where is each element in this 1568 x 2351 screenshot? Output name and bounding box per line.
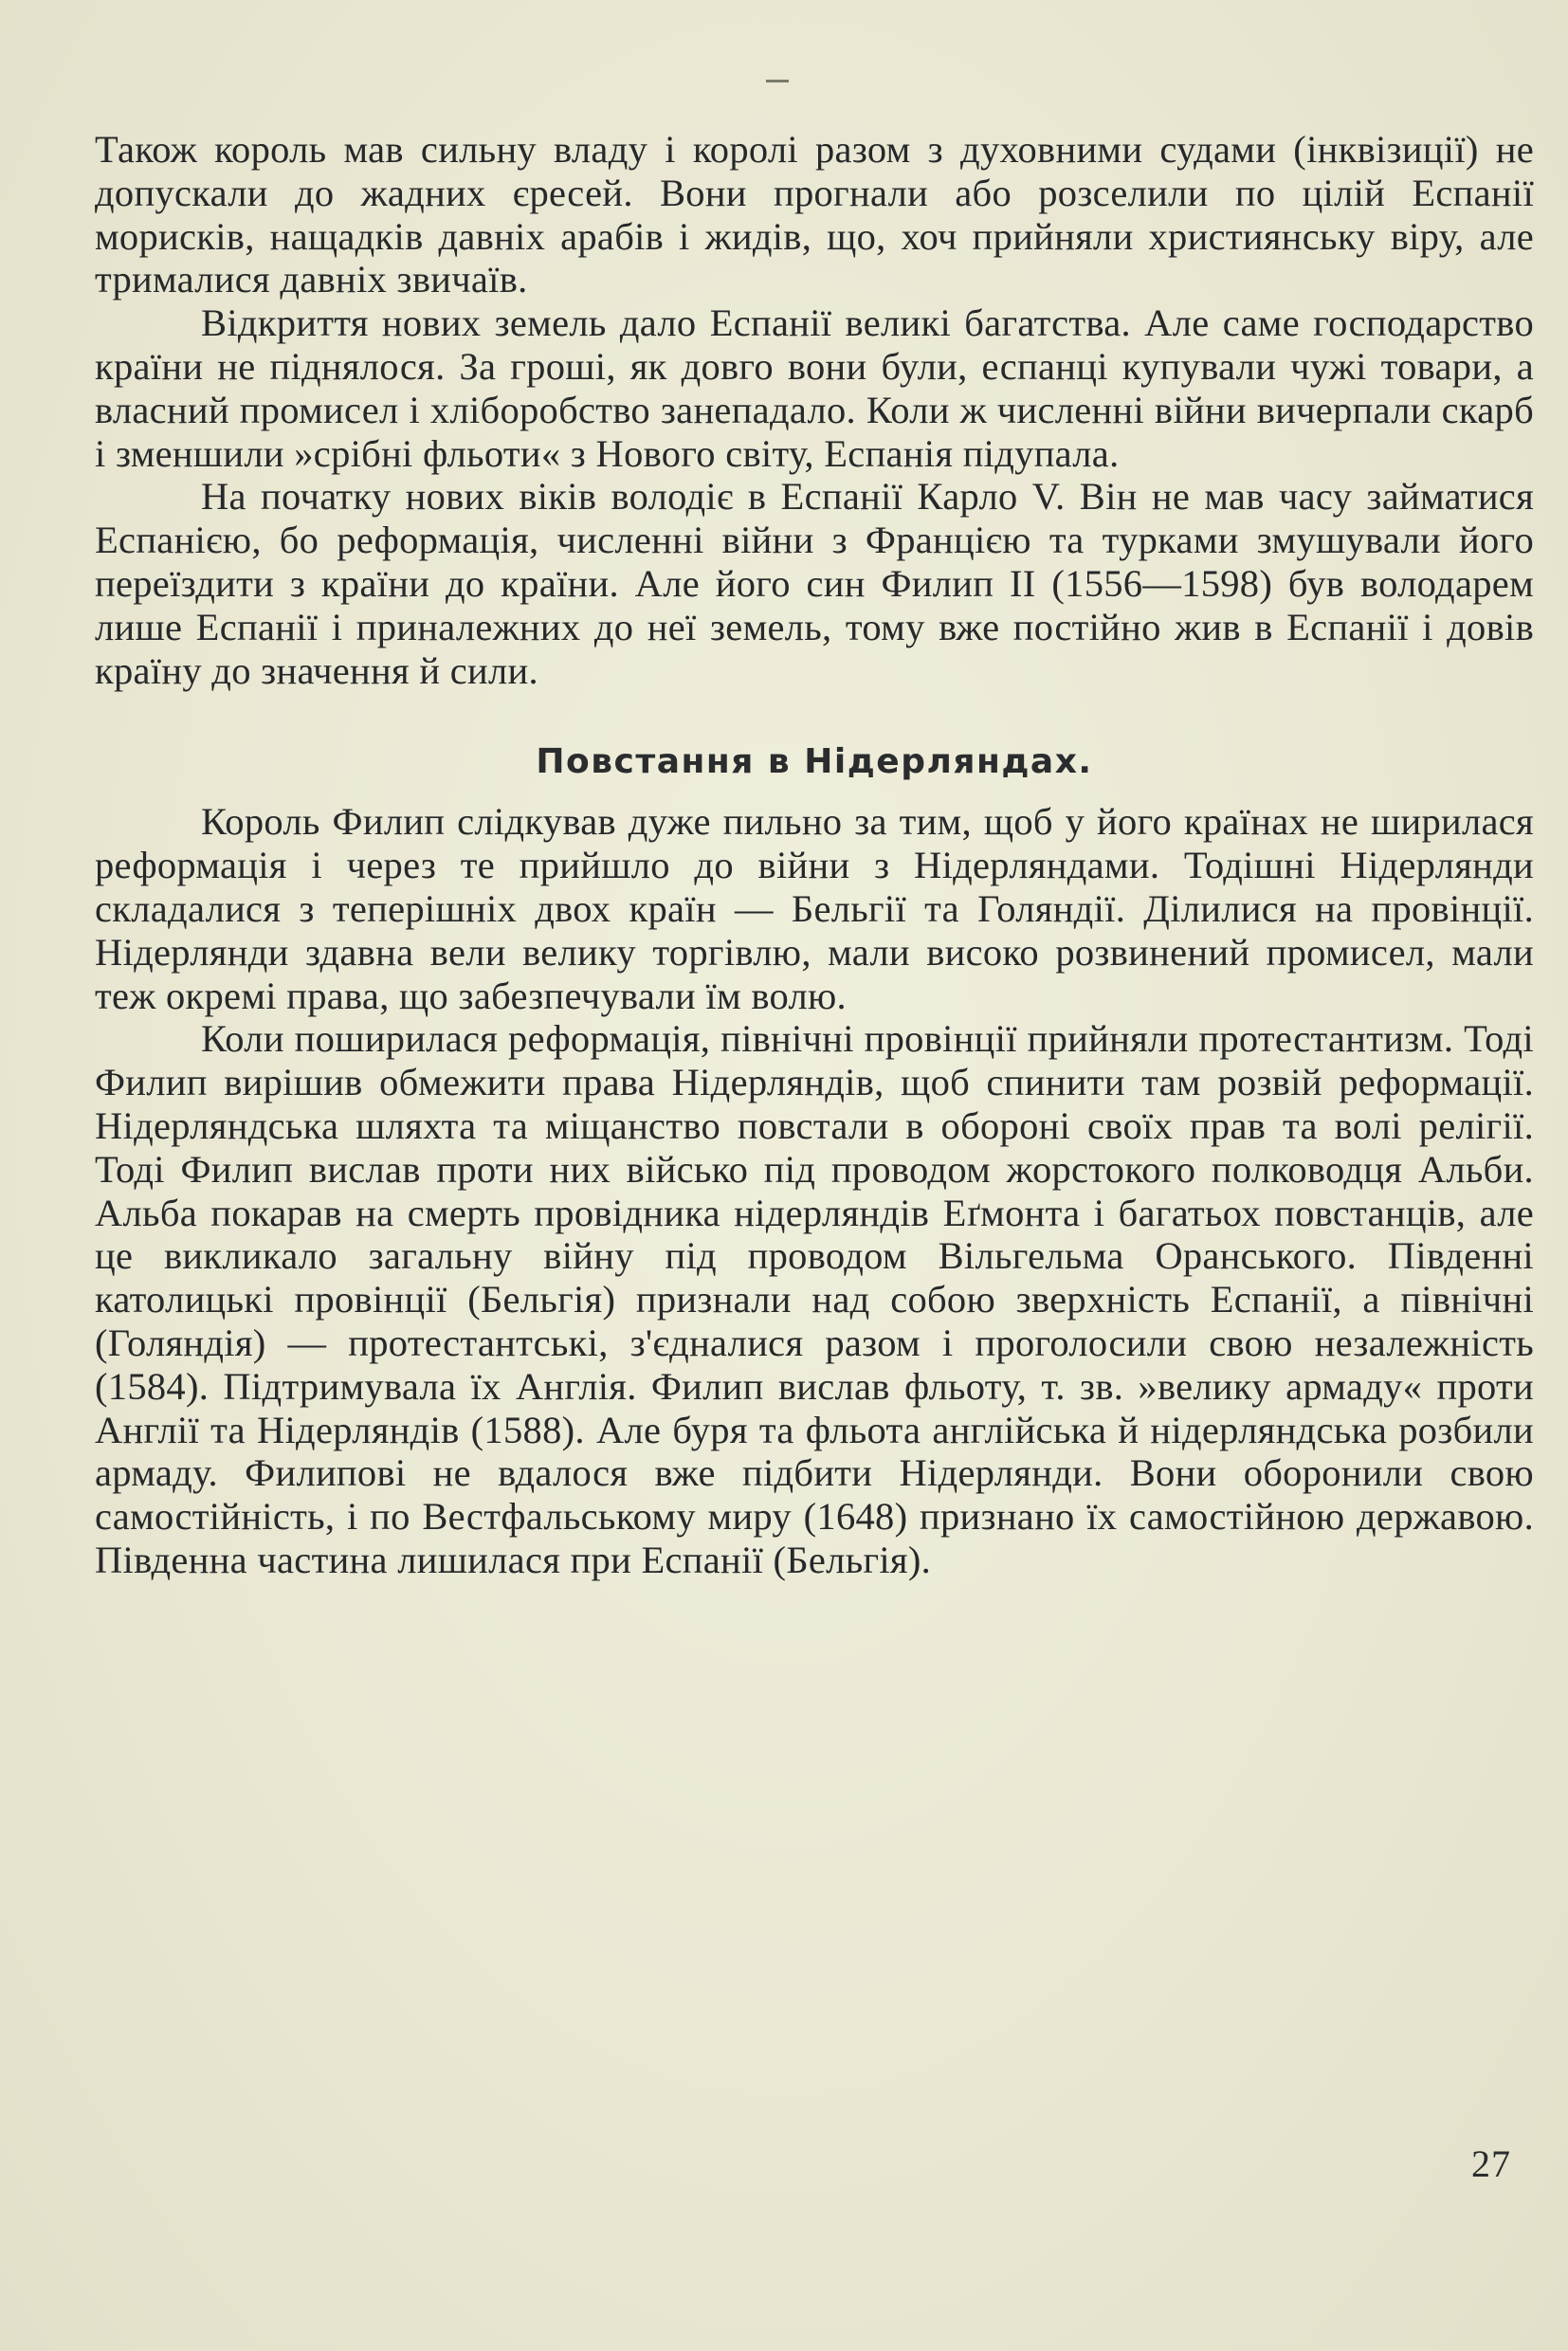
top-mark xyxy=(766,80,789,82)
section-heading: Повстання в Нідерляндах. xyxy=(536,742,1093,782)
paragraph-new-lands: Відкриття нових земель дало Еспанії великі багатства. Але саме господарство країни не піднялося. За гроші, як довго вони були, еспанці купували чужі товари, а власний промисел і хліборобство занепадало. Коли ж численні війни вичерпали скарб і зменшили »срібні фльоти« з Нового світу, Еспанія підупала. xyxy=(95,301,1534,475)
paragraph-netherlands-uprising: Коли поширилася реформація, північні провінції прийняли протестантизм. Тоді Филип вирішив обмежити права Нідерляндів, щоб спинити там розвій реформації. Нідерляндська шляхта та міщанство повстали в обороні своїх прав та волі релігії. Тоді Филип вислав проти них військо під проводом жорстокого полководця Альби. Альба покарав на смерть провідника нідерляндів Еґмонта і багатьох повстанців, але це викликало загальну війну під проводом Вільгельма Оранського. Південні католицькі провінції (Бельгія) признали над собою зверхність Еспанії, а північні (Голяндія) — протестантські, з'єдналися разом і проголосили свою незалежність (1584). Підтримувала їх Англія. Филип вислав фльоту, т. зв. »велику армаду« проти Англії та Нідерляндів (1588). Але буря та фльота англійська й нідерляндська розбили армаду. Филипові не вдалося вже підбити Нідерлянди. Вони оборонили свою самостійність, і по Вестфальському миру (1648) признано їх самостійною державою. Південна частина лишилася при Еспанії (Бельгія). xyxy=(95,1017,1534,1581)
paragraph-king-philip: Король Филип слідкував дуже пильно за тим, щоб у його країнах не ширилася реформація і через те прийшло до війни з Нідерляндами. Тодішні Нідерлянди складалися з теперішніх двох країн — Бельгії та Голяндії. Ділилися на провінції. Нідерлянди здавна вели велику торгівлю, мали високо розвинений промисел, мали теж окремі права, що забезпечували їм волю. xyxy=(95,800,1534,1017)
paragraph-carlo-v: На початку нових віків володіє в Еспанії Карло V. Він не мав часу займатися Еспанією, бо реформація, численні війни з Францією та турками змушували його переїздити з країни до країни. Але його син Филип II (1556—1598) був володарем лише Еспанії і приналежних до неї земель, тому вже постійно жив в Еспанії і довів країну до значення й сили. xyxy=(95,475,1534,692)
page-body-text xyxy=(95,128,1534,1582)
paragraph-inquisition: Також король мав сильну владу і королі разом з духовними судами (інквізиції) не допускали до жадних єресей. Вони прогнали або розселили по цілій Еспанії морисків, нащадків давніх арабів і жидів, що, хоч прийняли християнську віру, але трималися давніх звичаїв. xyxy=(95,128,1534,301)
page-number: 27 xyxy=(1471,2142,1511,2185)
